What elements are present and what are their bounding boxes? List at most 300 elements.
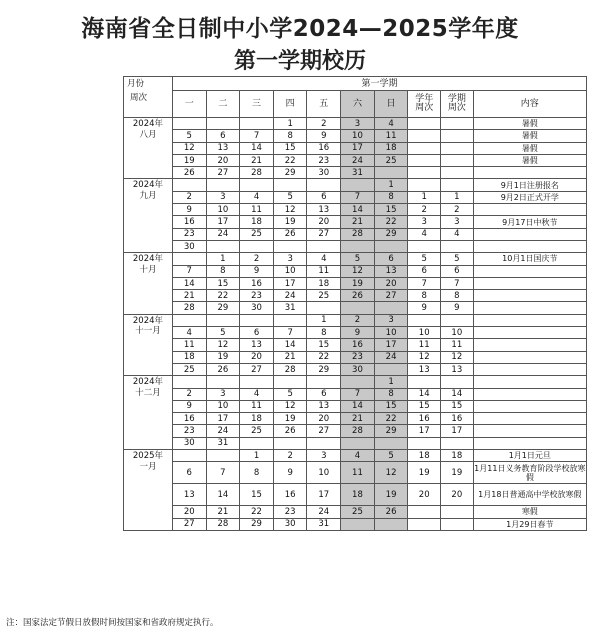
year-week-cell bbox=[408, 142, 441, 154]
day-cell: 27 bbox=[172, 518, 206, 530]
day-cell: 26 bbox=[273, 228, 307, 240]
day-cell: 2 bbox=[307, 118, 341, 130]
day-cell: 20 bbox=[307, 216, 341, 228]
calendar-row bbox=[124, 204, 587, 216]
day-cell: 5 bbox=[206, 327, 240, 339]
day-cell bbox=[307, 302, 341, 314]
day-cell: 7 bbox=[172, 265, 206, 277]
day-cell: 24 bbox=[273, 290, 307, 302]
day-cell: 21 bbox=[206, 506, 240, 518]
month-label-line: 2024年 bbox=[132, 254, 164, 265]
content-cell bbox=[473, 327, 586, 339]
day-cell bbox=[240, 179, 274, 191]
day-cell: 20 bbox=[374, 277, 408, 289]
content-cell: 寒假 bbox=[473, 506, 586, 518]
content-cell bbox=[473, 228, 586, 240]
year-week-cell: 17 bbox=[408, 425, 441, 437]
year-week-cell: 11 bbox=[408, 339, 441, 351]
day-cell bbox=[172, 314, 206, 326]
day-cell: 29 bbox=[240, 518, 274, 530]
year-week-cell bbox=[408, 314, 441, 326]
content-header: 内容 bbox=[473, 91, 586, 118]
day-cell: 25 bbox=[240, 228, 274, 240]
calendar-row bbox=[124, 142, 587, 154]
year-week-cell bbox=[408, 167, 441, 179]
corner-header bbox=[124, 77, 173, 118]
content-cell: 1月18日普通高中学校放寒假 bbox=[473, 484, 586, 506]
day-cell: 8 bbox=[374, 388, 408, 400]
content-cell: 9月2日正式开学 bbox=[473, 191, 586, 203]
day-cell: 19 bbox=[341, 277, 375, 289]
corner-month-label: 月份 bbox=[127, 79, 145, 89]
year-week-cell: 13 bbox=[408, 363, 441, 375]
calendar-row bbox=[124, 118, 587, 130]
day-cell bbox=[374, 363, 408, 375]
day-cell: 27 bbox=[307, 425, 341, 437]
weekday-header: 日 bbox=[374, 91, 408, 118]
term-week-cell bbox=[441, 240, 474, 252]
calendar-row bbox=[124, 518, 587, 530]
corner-week-label: 周次 bbox=[130, 93, 148, 103]
day-cell: 8 bbox=[273, 130, 307, 142]
day-cell: 3 bbox=[206, 191, 240, 203]
day-cell: 9 bbox=[341, 327, 375, 339]
term-week-header bbox=[441, 91, 474, 118]
day-cell: 21 bbox=[240, 154, 274, 166]
content-cell bbox=[473, 376, 586, 388]
day-cell: 8 bbox=[206, 265, 240, 277]
year-week-cell bbox=[408, 506, 441, 518]
term-week-cell: 12 bbox=[441, 351, 474, 363]
day-cell: 31 bbox=[341, 167, 375, 179]
calendar-row bbox=[124, 339, 587, 351]
day-cell: 15 bbox=[273, 142, 307, 154]
day-cell bbox=[341, 240, 375, 252]
day-cell: 24 bbox=[307, 506, 341, 518]
day-cell: 27 bbox=[307, 228, 341, 240]
month-label-line: 2024年 bbox=[132, 180, 164, 191]
day-cell bbox=[374, 240, 408, 252]
year-week-cell: 16 bbox=[408, 413, 441, 425]
day-cell bbox=[341, 179, 375, 191]
day-cell: 1 bbox=[307, 314, 341, 326]
term-week-cell bbox=[441, 437, 474, 449]
day-cell: 8 bbox=[240, 462, 274, 484]
term-week-cell: 20 bbox=[441, 484, 474, 506]
day-cell: 23 bbox=[172, 228, 206, 240]
day-cell: 12 bbox=[273, 400, 307, 412]
term-header: 第一学期 bbox=[172, 77, 586, 91]
day-cell: 18 bbox=[307, 277, 341, 289]
day-cell bbox=[341, 518, 375, 530]
month-label-line: 十一月 bbox=[135, 326, 161, 337]
day-cell: 14 bbox=[172, 277, 206, 289]
day-cell bbox=[172, 179, 206, 191]
day-cell: 3 bbox=[374, 314, 408, 326]
content-cell: 暑假 bbox=[473, 154, 586, 166]
day-cell: 29 bbox=[307, 363, 341, 375]
calendar-row bbox=[124, 302, 587, 314]
calendar-row bbox=[124, 265, 587, 277]
day-cell: 19 bbox=[273, 216, 307, 228]
day-cell: 2 bbox=[273, 450, 307, 462]
day-cell: 17 bbox=[374, 339, 408, 351]
year-week-cell bbox=[408, 518, 441, 530]
day-cell: 18 bbox=[374, 142, 408, 154]
day-cell bbox=[374, 518, 408, 530]
day-cell: 23 bbox=[307, 154, 341, 166]
term-week-cell: 17 bbox=[441, 425, 474, 437]
calendar-row bbox=[124, 376, 587, 388]
calendar-row bbox=[124, 277, 587, 289]
day-cell: 28 bbox=[341, 228, 375, 240]
content-cell bbox=[473, 204, 586, 216]
title-line-2: 第一学期校历 bbox=[233, 49, 366, 74]
day-cell: 9 bbox=[172, 400, 206, 412]
day-cell: 1 bbox=[374, 179, 408, 191]
day-cell: 12 bbox=[172, 142, 206, 154]
day-cell bbox=[273, 437, 307, 449]
month-label-line: 十二月 bbox=[135, 387, 161, 398]
year-week-cell: 10 bbox=[408, 327, 441, 339]
day-cell: 30 bbox=[273, 518, 307, 530]
year-week-cell: 6 bbox=[408, 265, 441, 277]
day-cell: 16 bbox=[172, 413, 206, 425]
day-cell: 16 bbox=[307, 142, 341, 154]
day-cell: 12 bbox=[273, 204, 307, 216]
content-cell bbox=[473, 314, 586, 326]
content-cell bbox=[473, 400, 586, 412]
term-week-cell: 4 bbox=[441, 228, 474, 240]
calendar-row bbox=[124, 191, 587, 203]
day-cell: 13 bbox=[240, 339, 274, 351]
day-cell bbox=[206, 376, 240, 388]
day-cell: 18 bbox=[240, 216, 274, 228]
day-cell bbox=[341, 376, 375, 388]
day-cell: 30 bbox=[172, 437, 206, 449]
year-week-cell: 1 bbox=[408, 191, 441, 203]
day-cell: 8 bbox=[307, 327, 341, 339]
calendar-row bbox=[124, 437, 587, 449]
day-cell: 11 bbox=[341, 462, 375, 484]
year-week-cell: 14 bbox=[408, 388, 441, 400]
month-label-line: 八月 bbox=[139, 129, 157, 140]
day-cell: 14 bbox=[240, 142, 274, 154]
month-label-line: 2024年 bbox=[132, 119, 164, 129]
year-week-cell: 18 bbox=[408, 450, 441, 462]
day-cell: 17 bbox=[307, 484, 341, 506]
day-cell: 20 bbox=[206, 154, 240, 166]
content-cell: 1月11日义务教育阶段学校放寒假 bbox=[474, 463, 586, 482]
day-cell: 6 bbox=[307, 388, 341, 400]
day-cell: 28 bbox=[240, 167, 274, 179]
day-cell: 22 bbox=[206, 290, 240, 302]
day-cell: 25 bbox=[374, 154, 408, 166]
day-cell: 3 bbox=[273, 253, 307, 265]
day-cell: 7 bbox=[240, 130, 274, 142]
term-week-cell: 13 bbox=[441, 363, 474, 375]
day-cell: 1 bbox=[206, 253, 240, 265]
day-cell: 25 bbox=[172, 363, 206, 375]
day-cell: 27 bbox=[240, 363, 274, 375]
day-cell: 2 bbox=[341, 314, 375, 326]
day-cell: 22 bbox=[374, 216, 408, 228]
day-cell: 2 bbox=[240, 253, 274, 265]
month-label-line: 2024年 bbox=[132, 377, 164, 388]
day-cell: 16 bbox=[341, 339, 375, 351]
day-cell bbox=[374, 302, 408, 314]
day-cell: 14 bbox=[341, 204, 375, 216]
day-cell bbox=[307, 179, 341, 191]
day-cell: 30 bbox=[172, 240, 206, 252]
day-cell: 14 bbox=[341, 400, 375, 412]
term-week-cell bbox=[441, 118, 474, 130]
day-cell: 10 bbox=[273, 265, 307, 277]
term-week-cell bbox=[441, 167, 474, 179]
day-cell: 29 bbox=[374, 228, 408, 240]
calendar-row bbox=[124, 388, 587, 400]
year-week-cell: 9 bbox=[408, 302, 441, 314]
calendar-row bbox=[124, 154, 587, 166]
day-cell: 15 bbox=[374, 204, 408, 216]
content-cell: 暑假 bbox=[473, 130, 586, 142]
day-cell: 29 bbox=[206, 302, 240, 314]
month-label-line: 一月 bbox=[139, 461, 157, 472]
term-week-cell: 2 bbox=[441, 204, 474, 216]
day-cell: 6 bbox=[307, 191, 341, 203]
day-cell: 6 bbox=[172, 462, 206, 484]
year-week-cell: 19 bbox=[408, 462, 441, 484]
calendar-row bbox=[124, 314, 587, 326]
day-cell: 28 bbox=[206, 518, 240, 530]
term-week-cell bbox=[441, 518, 474, 530]
content-cell bbox=[473, 351, 586, 363]
content-cell bbox=[473, 363, 586, 375]
day-cell: 20 bbox=[172, 506, 206, 518]
term-week-cell bbox=[441, 130, 474, 142]
day-cell: 13 bbox=[374, 265, 408, 277]
day-cell: 11 bbox=[172, 339, 206, 351]
school-calendar-table bbox=[123, 76, 587, 531]
day-cell: 9 bbox=[240, 265, 274, 277]
content-cell bbox=[473, 167, 586, 179]
day-cell: 16 bbox=[240, 277, 274, 289]
day-cell: 30 bbox=[307, 167, 341, 179]
day-cell: 5 bbox=[172, 130, 206, 142]
day-cell: 22 bbox=[240, 506, 274, 518]
day-cell: 9 bbox=[172, 204, 206, 216]
term-week-cell: 6 bbox=[441, 265, 474, 277]
day-cell: 26 bbox=[273, 425, 307, 437]
day-cell: 11 bbox=[374, 130, 408, 142]
calendar-row bbox=[124, 130, 587, 142]
day-cell bbox=[240, 437, 274, 449]
term-week-cell bbox=[441, 506, 474, 518]
day-cell: 2 bbox=[172, 388, 206, 400]
year-week-cell: 5 bbox=[408, 253, 441, 265]
day-cell: 31 bbox=[307, 518, 341, 530]
day-cell bbox=[341, 302, 375, 314]
content-cell bbox=[473, 277, 586, 289]
term-week-cell: 11 bbox=[441, 339, 474, 351]
day-cell: 13 bbox=[172, 484, 206, 506]
day-cell: 4 bbox=[172, 327, 206, 339]
day-cell: 27 bbox=[374, 290, 408, 302]
day-cell bbox=[240, 240, 274, 252]
day-cell: 6 bbox=[206, 130, 240, 142]
day-cell: 28 bbox=[341, 425, 375, 437]
day-cell: 18 bbox=[240, 413, 274, 425]
day-cell: 3 bbox=[307, 450, 341, 462]
day-cell: 24 bbox=[206, 228, 240, 240]
month-label bbox=[124, 376, 173, 450]
day-cell: 18 bbox=[341, 484, 375, 506]
calendar-row bbox=[124, 179, 587, 191]
day-cell: 9 bbox=[273, 462, 307, 484]
day-cell: 26 bbox=[374, 506, 408, 518]
day-cell: 17 bbox=[206, 413, 240, 425]
term-week-cell bbox=[441, 314, 474, 326]
weekday-header: 二 bbox=[206, 91, 240, 118]
term-week-cell bbox=[441, 154, 474, 166]
calendar-row bbox=[124, 400, 587, 412]
day-cell: 17 bbox=[206, 216, 240, 228]
day-cell: 7 bbox=[273, 327, 307, 339]
term-week-cell: 10 bbox=[441, 327, 474, 339]
term-week-cell: 19 bbox=[441, 462, 474, 484]
year-week-cell: 2 bbox=[408, 204, 441, 216]
day-cell: 26 bbox=[341, 290, 375, 302]
day-cell: 24 bbox=[206, 425, 240, 437]
day-cell: 4 bbox=[240, 388, 274, 400]
weekday-header: 三 bbox=[240, 91, 274, 118]
content-cell bbox=[473, 339, 586, 351]
month-label-line: 2025年 bbox=[132, 451, 164, 462]
day-cell: 31 bbox=[206, 437, 240, 449]
day-cell: 17 bbox=[341, 142, 375, 154]
weekday-header: 六 bbox=[341, 91, 375, 118]
day-cell: 15 bbox=[240, 484, 274, 506]
day-cell: 26 bbox=[172, 167, 206, 179]
day-cell: 25 bbox=[240, 425, 274, 437]
day-cell: 13 bbox=[206, 142, 240, 154]
day-cell bbox=[374, 167, 408, 179]
day-cell: 31 bbox=[273, 302, 307, 314]
day-cell: 8 bbox=[374, 191, 408, 203]
day-cell: 5 bbox=[374, 450, 408, 462]
day-cell: 21 bbox=[172, 290, 206, 302]
day-cell: 5 bbox=[273, 388, 307, 400]
day-cell: 19 bbox=[172, 154, 206, 166]
term-week-cell bbox=[441, 142, 474, 154]
day-cell: 5 bbox=[273, 191, 307, 203]
year-week-cell bbox=[408, 130, 441, 142]
day-cell: 14 bbox=[273, 339, 307, 351]
content-cell: 暑假 bbox=[473, 118, 586, 130]
day-cell: 1 bbox=[273, 118, 307, 130]
day-cell bbox=[172, 253, 206, 265]
day-cell bbox=[172, 376, 206, 388]
day-cell bbox=[206, 179, 240, 191]
calendar-row bbox=[124, 167, 587, 179]
month-label-line: 九月 bbox=[139, 190, 157, 201]
month-label bbox=[124, 314, 173, 375]
month-label bbox=[124, 118, 173, 179]
year-week-cell: 15 bbox=[408, 400, 441, 412]
term-week-cell: 15 bbox=[441, 400, 474, 412]
day-cell bbox=[307, 376, 341, 388]
month-label-line: 2024年 bbox=[132, 315, 164, 326]
term-week-cell: 8 bbox=[441, 290, 474, 302]
term-week-cell: 14 bbox=[441, 388, 474, 400]
day-cell: 10 bbox=[307, 462, 341, 484]
day-cell bbox=[273, 314, 307, 326]
day-cell: 16 bbox=[273, 484, 307, 506]
day-cell: 3 bbox=[206, 388, 240, 400]
month-label bbox=[124, 450, 173, 531]
year-week-header-line: 学年 bbox=[415, 94, 434, 104]
day-cell: 7 bbox=[206, 462, 240, 484]
day-cell: 11 bbox=[307, 265, 341, 277]
day-cell: 11 bbox=[240, 204, 274, 216]
month-label bbox=[124, 179, 173, 253]
day-cell: 23 bbox=[172, 425, 206, 437]
year-week-cell: 8 bbox=[408, 290, 441, 302]
term-week-header-line: 学期 bbox=[447, 94, 466, 104]
day-cell: 15 bbox=[307, 339, 341, 351]
day-cell: 13 bbox=[307, 400, 341, 412]
day-cell: 6 bbox=[374, 253, 408, 265]
day-cell: 23 bbox=[273, 506, 307, 518]
day-cell: 4 bbox=[341, 450, 375, 462]
calendar-row bbox=[124, 363, 587, 375]
day-cell: 28 bbox=[273, 363, 307, 375]
day-cell: 6 bbox=[240, 327, 274, 339]
day-cell: 12 bbox=[341, 265, 375, 277]
year-week-cell: 3 bbox=[408, 216, 441, 228]
day-cell bbox=[307, 437, 341, 449]
year-week-cell bbox=[408, 118, 441, 130]
day-cell: 18 bbox=[172, 351, 206, 363]
year-week-cell bbox=[408, 437, 441, 449]
term-week-cell: 18 bbox=[441, 450, 474, 462]
day-cell: 4 bbox=[307, 253, 341, 265]
day-cell: 3 bbox=[341, 118, 375, 130]
day-cell: 4 bbox=[240, 191, 274, 203]
year-week-header-line: 周次 bbox=[415, 103, 434, 113]
calendar-row bbox=[124, 450, 587, 462]
content-cell: 暑假 bbox=[473, 142, 586, 154]
year-week-cell bbox=[408, 240, 441, 252]
calendar-row bbox=[124, 413, 587, 425]
term-week-cell: 5 bbox=[441, 253, 474, 265]
term-week-header-line: 周次 bbox=[447, 103, 466, 113]
calendar-row bbox=[124, 425, 587, 437]
day-cell: 23 bbox=[341, 351, 375, 363]
day-cell: 19 bbox=[374, 484, 408, 506]
day-cell: 10 bbox=[341, 130, 375, 142]
calendar-row bbox=[124, 228, 587, 240]
day-cell bbox=[206, 118, 240, 130]
day-cell: 17 bbox=[273, 277, 307, 289]
day-cell: 15 bbox=[374, 400, 408, 412]
content-cell bbox=[473, 302, 586, 314]
term-week-cell: 7 bbox=[441, 277, 474, 289]
calendar-row bbox=[124, 484, 587, 506]
content-cell bbox=[473, 388, 586, 400]
day-cell bbox=[341, 437, 375, 449]
content-cell bbox=[473, 240, 586, 252]
